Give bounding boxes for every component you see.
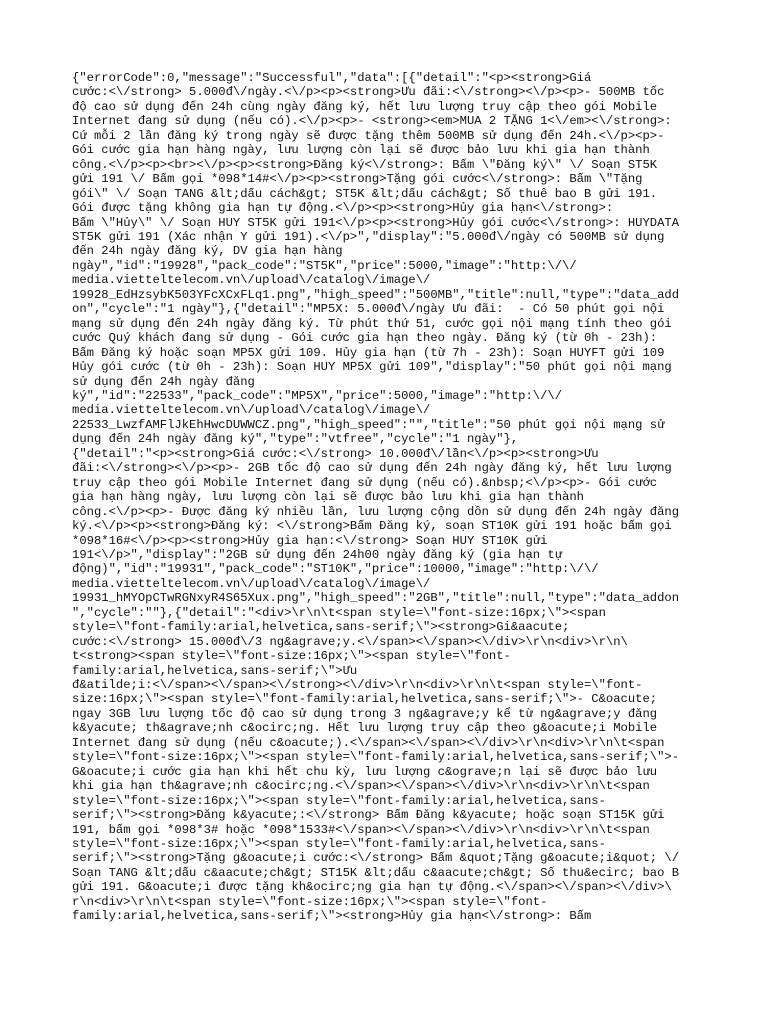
text-line: Hủy gói cước (từ 0h - 23h): Soạn HUY MP5X gửi 109","display":"50 phút gọi nội mạng [72, 360, 672, 375]
text-line: ký","id":"22533","pack_code":"MP5X","price":5000,"image":"http:\/\/ [72, 388, 563, 403]
text-line: gửi 191 \/ Bấm gọi *098*14#<\/p><p><strong>Tặng gói cước<\/strong>: Bấm \"Tặng [72, 172, 643, 187]
text-line: 19928_EdHzsybK503YFcXCxFLq1.png","high_speed":"500MB","title":null,"type":"data_add [72, 287, 680, 302]
text-line: Gói được tặng không gia hạn tự động.<\/p><p><strong>Hủy gia hạn<\/strong>: [72, 201, 614, 216]
text-line: truy cập theo gói Mobile Internet đang sử dụng (nếu có).&nbsp;<\/p><p>- Gói cước [72, 475, 658, 490]
text-line: gia hạn hàng ngày, lưu lượng còn lại sẽ được bảo lưu khi gia hạn thành [72, 490, 584, 505]
text-line: cước:<\/strong> 15.000đ\/3 ng&agrave;y.<\/span><\/span><\/div>\r\n<div>\r\n\ [72, 634, 628, 649]
text-line: serif;\"><strong>Tặng g&oacute;i cước:<\/strong> Bấm &quot;Tặng g&oacute;i&quot; \/ [72, 851, 680, 866]
text-line: đến 24h ngày đăng ký, DV gia hạn hàng [72, 244, 343, 259]
text-line: media.vietteltelecom.vn\/upload\/catalog\/image\/ [72, 403, 431, 418]
text-line: khi gia hạn th&agrave;nh c&ocirc;ng.<\/span><\/span><\/div>\r\n<div>\r\n\t<span [72, 779, 650, 794]
text-line: ký.<\/p><p><strong>Đăng ký: <\/strong>Bấm Đăng ký, soạn ST10K gửi 191 hoặc bấm gọi [72, 519, 672, 534]
text-line: {"errorCode":0,"message":"Successful","data":[{"detail":"<p><strong>Giá [72, 71, 592, 85]
text-line: family:arial,helvetica,sans-serif;\">Ưu [72, 663, 358, 678]
text-line: công.<\/p><p>- Được đăng ký nhiều lần, lưu lượng cộng dồn sử dụng đến 24h ngày đăng [72, 504, 680, 519]
text-line: công.<\/p><p><br><\/p><p><strong>Đăng ký<\/strong>: Bấm \"Đăng ký\" \/ Soạn ST5K [72, 157, 658, 172]
text-line: on","cycle":"1 ngày"},{"detail":"MP5X: 5.000đ\/ngày Ưu đãi: - Có 50 phút gọi nội [72, 302, 665, 317]
text-line: style=\"font-size:16px;\"><span style=\"font-family:arial,helvetica,sans- [72, 793, 606, 808]
text-line: *098*16#<\/p><p><strong>Hủy gia hạn:<\/strong> Soạn HUY ST10K gửi [72, 533, 548, 548]
text-line: media.vietteltelecom.vn\/upload\/catalog\/image\/ [72, 273, 431, 288]
text-line: Internet đang sử dụng (nếu có).<\/p><p>- <strong><em>MUA 2 TẶNG 1<\/em><\/strong>: [72, 114, 672, 129]
text-line: mạng sử dụng đến 24h ngày đăng ký. Từ phút thứ 51, cước gọi nội mạng tính theo gói [72, 316, 672, 331]
text-line: động)","id":"19931","pack_code":"ST10K","price":10000,"image":"http:\/\/ [72, 562, 599, 577]
text-line: style=\"font-family:arial,helvetica,sans-serif;\"><strong>Gi&aacute; [72, 620, 570, 635]
text-line: 191<\/p>","display":"2GB sử dụng đến 24h00 ngày đăng ký (gia hạn tự [72, 547, 563, 562]
text-line: cước Quý khách đang sử dụng - Gói cước gia hạn theo ngày. Đăng ký (từ 0h - 23h): [72, 331, 658, 346]
raw-json-text [72, 71, 732, 924]
text-line: family:arial,helvetica,sans-serif;\"><strong>Hủy gia hạn<\/strong>: Bấm [72, 909, 592, 924]
text-line: 22533_LwzfAMFlJkEhHwcDUWWCZ.png","high_speed":"","title":"50 phút gọi nội mạng sử [72, 417, 665, 432]
text-line: G&oacute;i cước gia hạn khi hết chu kỳ, lưu lượng c&ograve;n lại sẽ được bảo lưu [72, 764, 658, 779]
text-line: Internet đang sử dụng (nếu c&oacute;).<\/span><\/span><\/div>\r\n<div>\r\n\t<span [72, 735, 665, 750]
text-line: Bấm \"Hủy\" \/ Soạn HUY ST5K gửi 191<\/p><p><strong>Hủy gói cước<\/strong>: HUYDATA [72, 215, 680, 230]
text-line: k&yacute; th&agrave;nh c&ocirc;ng. Hết lưu lượng truy cập theo g&oacute;i Mobile [72, 721, 658, 736]
text-line: Gói cước gia hạn hàng ngày, lưu lượng còn lại sẽ được bảo lưu khi gia hạn thành [72, 143, 650, 158]
text-line: đ&atilde;i:<\/span><\/span><\/strong><\/div>\r\n<div>\r\n\t<span style=\"font- [72, 678, 643, 693]
text-line: serif;\"><strong>Đăng k&yacute;:<\/strong> Bấm Đăng k&yacute; hoặc soạn ST15K gửi [72, 808, 665, 823]
text-line: ngay 3GB lưu lượng tốc độ cao sử dụng trong 3 ng&agrave;y kể từ ng&agrave;y đăng [72, 706, 658, 721]
text-line: t<strong><span style=\"font-size:16px;\"><span style=\"font- [72, 649, 511, 664]
text-line: r\n<div>\r\n\t<span style=\"font-size:16px;\"><span style=\"font- [72, 894, 548, 909]
text-line: style=\"font-size:16px;\"><span style=\"font-family:arial,helvetica,sans-serif;\">- [72, 750, 680, 765]
text-line: dụng đến 24h ngày đăng ký","type":"vtfree","cycle":"1 ngày"}, [72, 432, 519, 447]
text-line: media.vietteltelecom.vn\/upload\/catalog\/image\/ [72, 576, 431, 591]
text-line: Bấm Đăng ký hoặc soạn MP5X gửi 109. Hủy gia hạn (từ 7h - 23h): Soạn HUYFT gửi 109 [72, 345, 665, 360]
text-line: ST5K gửi 191 (Xác nhận Y gửi 191).<\/p>","display":"5.000đ\/ngày có 500MB sử dụng [72, 229, 665, 244]
text-line: {"detail":"<p><strong>Giá cước:<\/strong> 10.000đ\/lần<\/p><p><strong>Ưu [72, 446, 599, 461]
text-line: gói\" \/ Soạn TANG &lt;dấu cách&gt; ST5K &lt;dấu cách&gt; Số thuê bao B gửi 191. [72, 186, 658, 201]
text-line: cước:<\/strong> 5.000đ\/ngày.<\/p><p><strong>Ưu đãi:<\/strong><\/p><p>- 500MB tốc [72, 85, 665, 100]
text-line: 191, bấm gọi *098*3# hoặc *098*1533#<\/span><\/span><\/div>\r\n<div>\r\n\t<span [72, 822, 650, 837]
text-line: gửi 191. G&oacute;i được tặng kh&ocirc;ng gia hạn tự động.<\/span><\/span><\/div>\ [72, 880, 672, 895]
text-line: độ cao sử dụng đến 24h cùng ngày đăng ký, hết lưu lượng truy cập theo gói Mobile [72, 99, 658, 114]
text-line: size:16px;\"><span style=\"font-family:arial,helvetica,sans-serif;\">- C&oacute; [72, 692, 658, 707]
text-line: sử dụng đến 24h ngày đăng [72, 374, 255, 389]
text-line: Cứ mỗi 2 lần đăng ký trong ngày sẽ được tặng thêm 500MB sử dụng đến 24h.<\/p><p>- [72, 128, 665, 143]
text-line: ","cycle":""},{"detail":"<div>\r\n\t<span style=\"font-size:16px;\"><span [72, 605, 606, 620]
text-line: 19931_hMYOpCTwRGNxyR4S65Xux.png","high_speed":"2GB","title":null,"type":"data_addon [72, 591, 680, 606]
text-line: ngày","id":"19928","pack_code":"ST5K","price":5000,"image":"http:\/\/ [72, 258, 577, 273]
text-line: style=\"font-size:16px;\"><span style=\"font-family:arial,helvetica,sans- [72, 837, 606, 852]
text-line: Soạn TANG &lt;dấu c&aacute;ch&gt; ST15K &lt;dấu c&aacute;ch&gt; Số thu&ecirc; bao B [72, 865, 680, 880]
text-line: đãi:<\/strong><\/p><p>- 2GB tốc độ cao sử dụng đến 24h ngày đăng ký, hết lưu lượng [72, 461, 672, 476]
